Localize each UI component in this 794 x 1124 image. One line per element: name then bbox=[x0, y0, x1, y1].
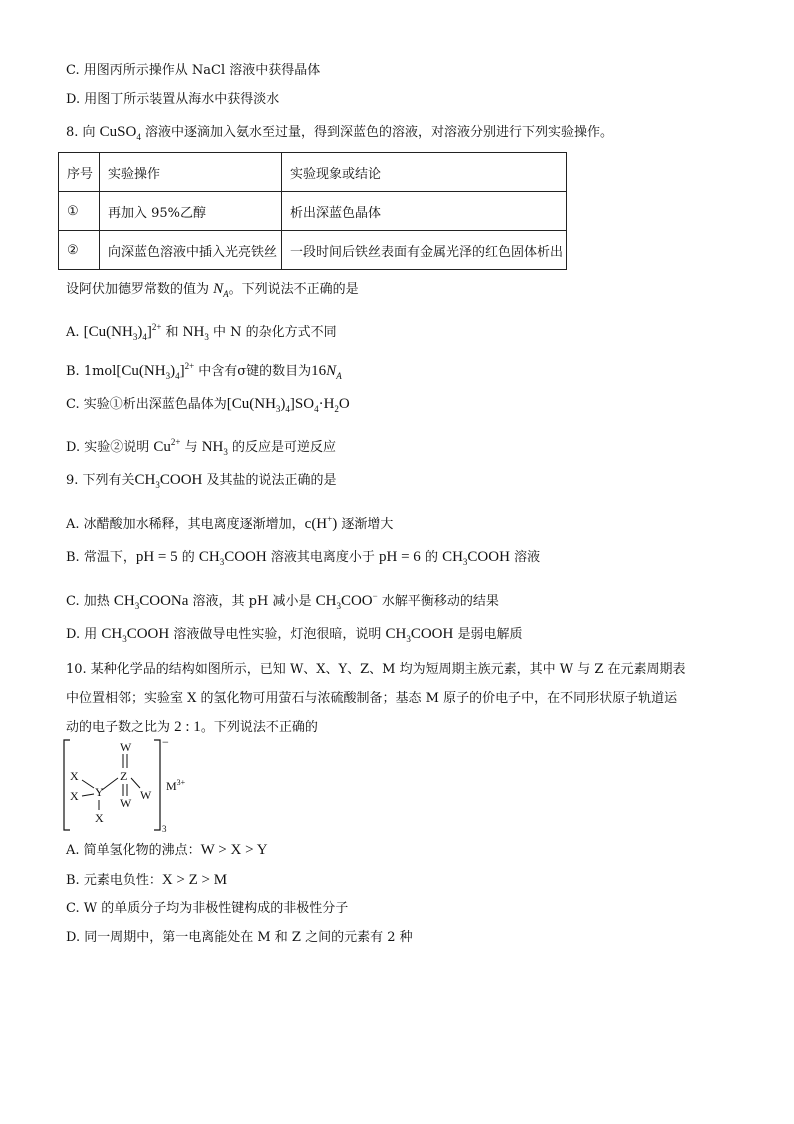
right-bracket bbox=[154, 740, 160, 830]
q8-experiment-table bbox=[58, 152, 567, 270]
atom-x-3: X bbox=[95, 811, 104, 825]
table-cell: 再加入 95%乙醇 bbox=[100, 192, 282, 231]
q8-option-c: C. 实验①析出深蓝色晶体为$[Cu(NH_3)_4]SO_4\cdot H_2O$ bbox=[66, 396, 350, 414]
cation-symbol: $M^{3+}$ bbox=[166, 778, 186, 793]
q10-option-d: D. 同一周期中，第一电离能处在 M 和 Z 之间的元素有 2 种 bbox=[66, 930, 413, 945]
table-cell: 向深蓝色溶液中插入光亮铁丝 bbox=[100, 231, 282, 270]
atom-x-2: X bbox=[70, 789, 79, 803]
table-cell: ② bbox=[59, 231, 100, 270]
q9-stem: 9. 下列有关$CH_3COOH$ 及其盐的说法正确的是 bbox=[66, 472, 337, 490]
q8-option-a: A. $[Cu(NH_3)_4]^{2+}$ 和 $NH_3$ 中 N 的杂化方式不同 bbox=[66, 322, 337, 342]
q9-option-c: C. 加热 $CH_3COONa$ 溶液，其 pH 减小是 $CH_3COO^-$ 水解平衡移动的结果 bbox=[66, 591, 499, 611]
q8-stem: 8. 向 CuSO$_4$ 溶液中逐滴加入氨水至过量，得到深蓝色的溶液，对溶液分别进行下列实验操作。 bbox=[66, 124, 613, 142]
q10-option-c: C. W 的单质分子均为非极性键构成的非极性分子 bbox=[66, 901, 349, 916]
single-bond bbox=[131, 778, 140, 788]
table-cell: 一段时间后铁丝表面有金属光泽的红色固体析出 bbox=[282, 231, 567, 270]
atom-y: Y bbox=[95, 785, 104, 799]
anion-subscript: 3 bbox=[162, 824, 167, 834]
atom-x-1: X bbox=[70, 769, 79, 783]
q10-stem-line3: 动的电子数之比为 2 : 1。下列说法不正确的 bbox=[66, 719, 318, 735]
q9-option-a: A. 冰醋酸加水稀释，其电离度逐渐增加，c(H+) 逐渐增大 bbox=[66, 514, 394, 532]
table-header-cell: 序号 bbox=[59, 153, 100, 192]
atom-w-right: W bbox=[140, 788, 152, 802]
q8-option-d: D. 实验②说明 $Cu^{2+}$ 与 $NH_3$ 的反应是可逆反应 bbox=[66, 437, 337, 457]
atom-w-top: W bbox=[120, 740, 132, 754]
table-header-row bbox=[59, 153, 567, 192]
q10-stem-line1: 10. 某种化学品的结构如图所示，已知 W、X、Y、Z、M 均为短周期主族元素，其中 W 与 Z 在元素周期表 bbox=[66, 662, 686, 677]
q10-stem-line2: 中位置相邻；实验室 X 的氢化物可用萤石与浓硫酸制备；基态 M 原子的价电子中，在不同形状原子轨道运 bbox=[66, 691, 678, 706]
table-header-cell: 实验操作 bbox=[100, 153, 282, 192]
table-cell: 析出深蓝色晶体 bbox=[282, 192, 567, 231]
q10-structure-diagram bbox=[60, 738, 220, 834]
table-row bbox=[59, 231, 567, 270]
left-bracket bbox=[64, 740, 70, 830]
q10-option-a: A. 简单氢化物的沸点：W > X > Y bbox=[66, 842, 268, 858]
table-row bbox=[59, 192, 567, 231]
table-cell: ① bbox=[59, 192, 100, 231]
q9-option-d: D. 用 $CH_3COOH$ 溶液做导电性实验，灯泡很暗，说明 $CH_3COOH$ 是弱电解质 bbox=[66, 626, 523, 644]
atom-w-bottom: W bbox=[120, 796, 132, 810]
q8-question: 设阿伏加德罗常数的值为 $N_A$。下列说法不正确的是 bbox=[66, 281, 359, 299]
q9-option-b: B. 常温下，pH = 5 的 $CH_3COOH$ 溶液其电离度小于 pH = 6 的 $CH_3COOH$ 溶液 bbox=[66, 549, 541, 567]
atom-z: Z bbox=[120, 769, 128, 783]
table-header-cell: 实验现象或结论 bbox=[282, 153, 567, 192]
q7-option-c: C. 用图丙所示操作从 NaCl 溶液中获得晶体 bbox=[66, 63, 321, 78]
q10-option-b: B. 元素电负性：X > Z > M bbox=[66, 872, 228, 888]
q8-option-b: B. $1mol[Cu(NH_3)_4]^{2+}$ 中含有σ键的数目为$16N_A$ bbox=[66, 361, 342, 381]
single-bond bbox=[102, 778, 118, 790]
single-bond bbox=[82, 794, 94, 796]
single-bond bbox=[82, 780, 94, 788]
anion-charge: − bbox=[162, 738, 169, 749]
q7-option-d: D. 用图丁所示装置从海水中获得淡水 bbox=[66, 92, 280, 107]
